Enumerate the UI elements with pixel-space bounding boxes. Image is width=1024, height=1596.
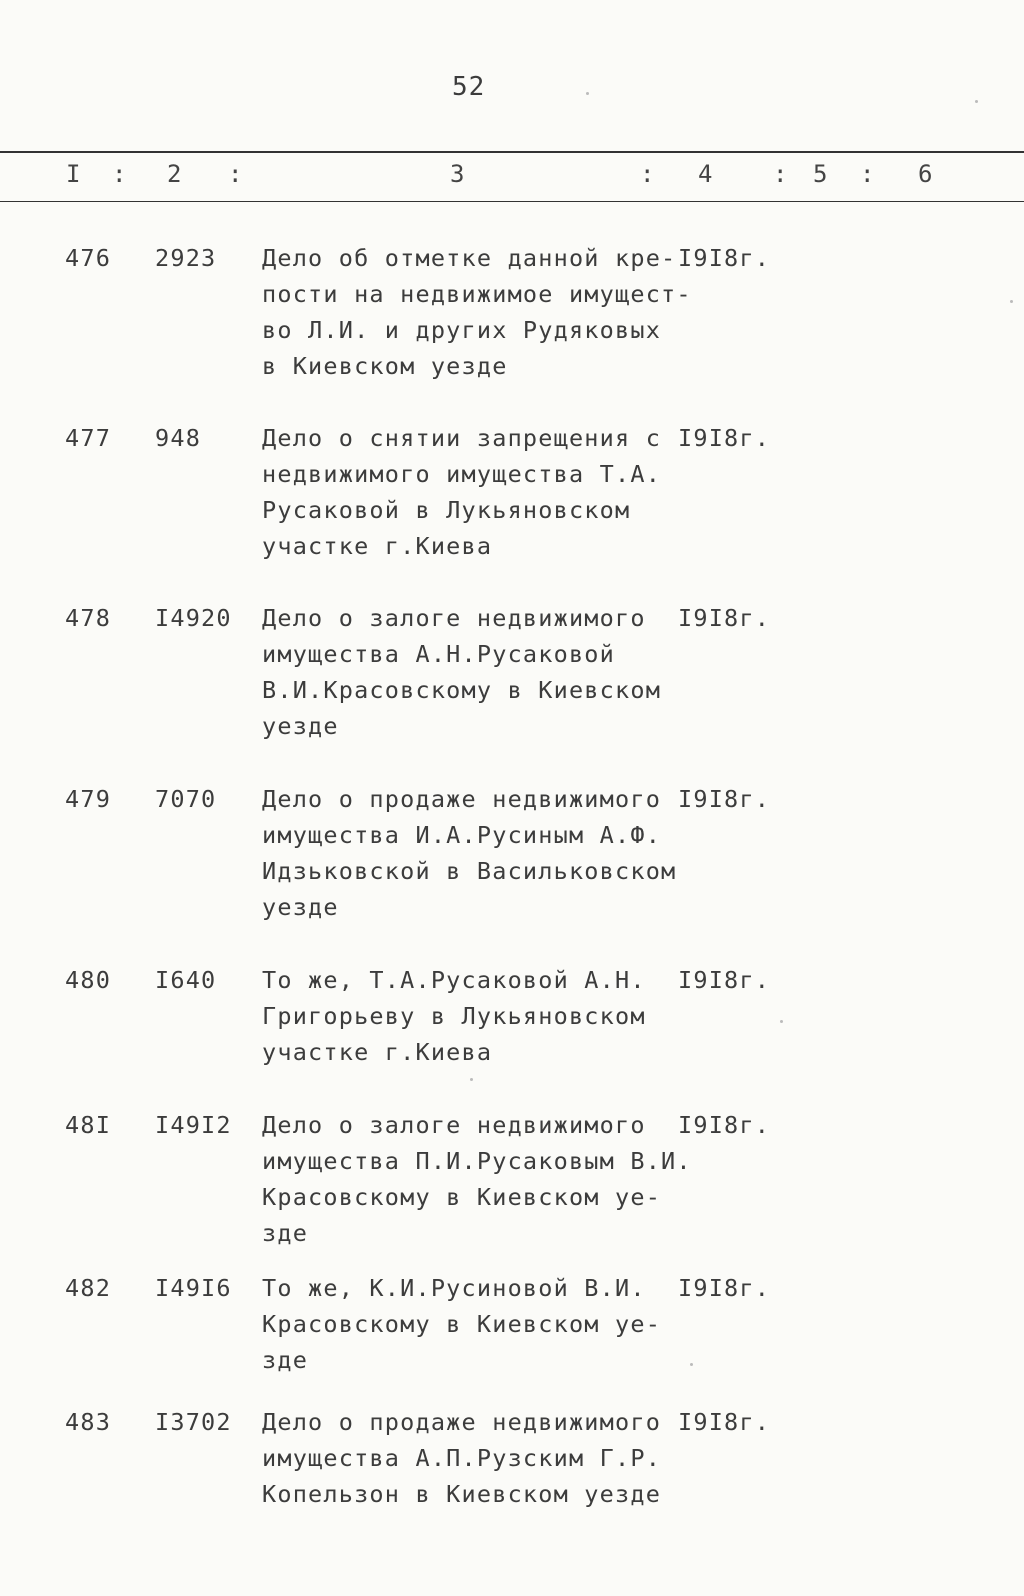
description-line: То же, Т.А.Русаковой А.Н. [262, 966, 646, 994]
header-bottom-rule [0, 201, 1024, 202]
description-line: Дело о залоге недвижимого [262, 604, 646, 632]
description-line: зде [262, 1219, 309, 1247]
scan-speck [586, 92, 589, 95]
scan-speck [975, 100, 978, 103]
description-line: Дело о залоге недвижимого [262, 1111, 646, 1139]
page-number: 52 [452, 72, 486, 102]
entry-year: I9I8г. [678, 244, 771, 272]
description-line: имущества И.А.Русиным А.Ф. [262, 821, 662, 849]
entry-description [262, 1107, 692, 1251]
entry-number: 48I [65, 1111, 112, 1139]
entry-year: I9I8г. [678, 604, 771, 632]
entry-description [262, 600, 661, 744]
entry-description [262, 962, 646, 1070]
entry-number: 479 [65, 785, 112, 813]
entry-year: I9I8г. [678, 1274, 771, 1302]
header-separator: : [773, 160, 788, 188]
entry-number: 482 [65, 1274, 112, 1302]
entry-code: I49I6 [155, 1274, 232, 1302]
description-line: Красовскому в Киевском уе- [262, 1183, 662, 1211]
description-line: уезде [262, 893, 339, 921]
entry-description [262, 1404, 661, 1512]
description-line: зде [262, 1346, 309, 1374]
description-line: Идзьковской в Васильковском [262, 857, 677, 885]
header-col-1: I [66, 160, 81, 188]
entry-code: 2923 [155, 244, 217, 272]
description-line: участке г.Киева [262, 532, 493, 560]
scan-speck [470, 1078, 473, 1081]
entry-number: 483 [65, 1408, 112, 1436]
description-line: Дело о снятии запрещения с [262, 424, 662, 452]
entry-number: 476 [65, 244, 112, 272]
entry-description [262, 781, 676, 925]
entry-number: 477 [65, 424, 112, 452]
entry-code: I640 [155, 966, 217, 994]
description-line: имущества А.Н.Русаковой [262, 640, 616, 668]
description-line: Дело о продаже недвижимого [262, 1408, 662, 1436]
entry-year: I9I8г. [678, 966, 771, 994]
description-line: пости на недвижимое имущест- [262, 280, 692, 308]
header-col-5: 5 [813, 160, 828, 188]
entry-year: I9I8г. [678, 424, 771, 452]
entry-code: I49I2 [155, 1111, 232, 1139]
scan-speck [1010, 300, 1013, 303]
entry-number: 480 [65, 966, 112, 994]
entry-code: 7070 [155, 785, 217, 813]
header-separator: : [640, 160, 655, 188]
entry-description [262, 420, 661, 564]
entry-description [262, 240, 692, 384]
description-line: в Киевском уезде [262, 352, 508, 380]
description-line: Русаковой в Лукьяновском [262, 496, 631, 524]
header-separator: : [112, 160, 127, 188]
entry-number: 478 [65, 604, 112, 632]
entry-year: I9I8г. [678, 1408, 771, 1436]
description-line: имущества А.П.Рузским Г.Р. [262, 1444, 662, 1472]
scan-speck [690, 1363, 693, 1366]
header-separator: : [228, 160, 243, 188]
header-col-3: 3 [450, 160, 465, 188]
description-line: во Л.И. и других Рудяковых [262, 316, 662, 344]
entry-year: I9I8г. [678, 1111, 771, 1139]
header-top-rule [0, 151, 1024, 153]
description-line: недвижимого имущества Т.А. [262, 460, 662, 488]
description-line: Дело об отметке данной кре- [262, 244, 677, 272]
description-line: участке г.Киева [262, 1038, 493, 1066]
entry-code: 948 [155, 424, 202, 452]
description-line: имущества П.И.Русаковым В.И. [262, 1147, 692, 1175]
entry-year: I9I8г. [678, 785, 771, 813]
description-line: То же, К.И.Русиновой В.И. [262, 1274, 646, 1302]
description-line: Красовскому в Киевском уе- [262, 1310, 662, 1338]
header-col-2: 2 [167, 160, 182, 188]
description-line: Дело о продаже недвижимого [262, 785, 662, 813]
scan-speck [780, 1020, 783, 1023]
header-col-6: 6 [918, 160, 933, 188]
entry-code: I4920 [155, 604, 232, 632]
entry-code: I3702 [155, 1408, 232, 1436]
description-line: В.И.Красовскому в Киевском [262, 676, 662, 704]
entry-description [262, 1270, 661, 1378]
description-line: Григорьеву в Лукьяновском [262, 1002, 646, 1030]
header-separator: : [860, 160, 875, 188]
description-line: Копельзон в Киевском уезде [262, 1480, 662, 1508]
description-line: уезде [262, 712, 339, 740]
header-col-4: 4 [698, 160, 713, 188]
